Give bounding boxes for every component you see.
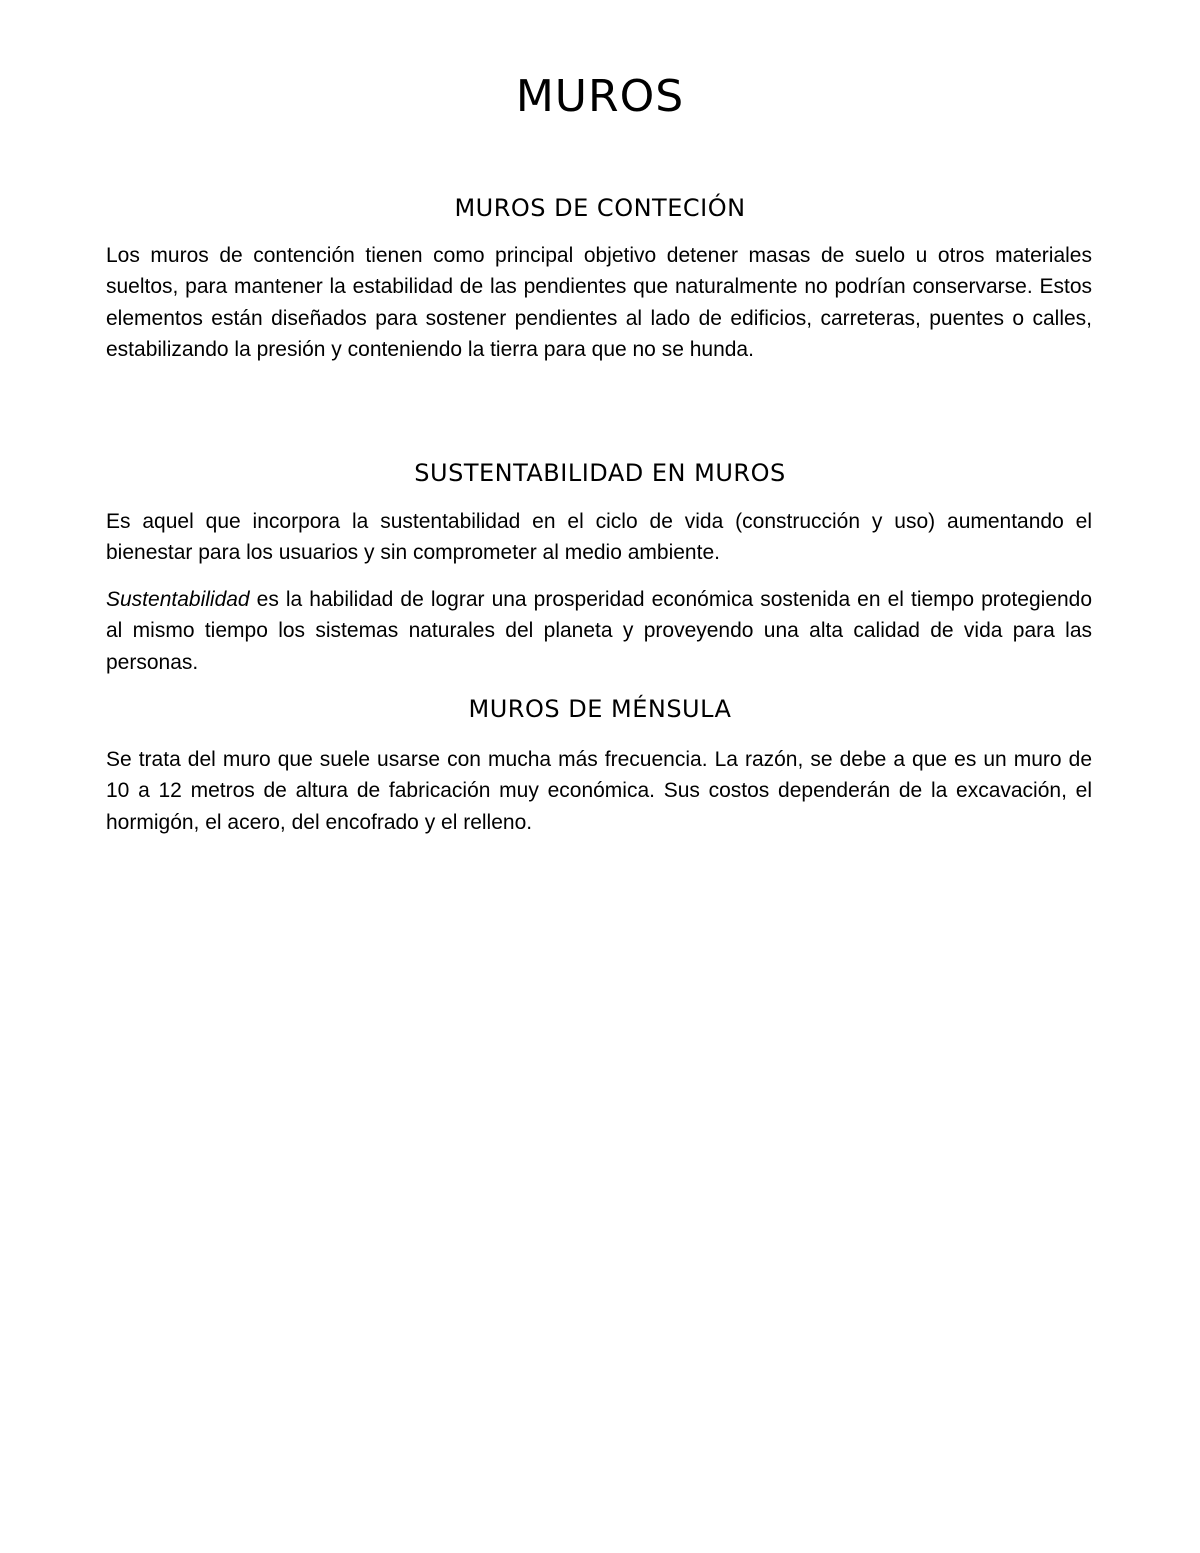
section-paragraph: Es aquel que incorpora la sustentabilidad en el ciclo de vida (construcción y uso) aumentando el bienestar para los usuarios y sin comprometer al medio ambiente. bbox=[106, 510, 1092, 565]
section-heading-muros-de-contencion: MUROS DE CONTECIÓN bbox=[454, 194, 746, 222]
section-paragraph: Los muros de contención tienen como principal objetivo detener masas de suelo u otros materiales sueltos, para mantener la estabilidad de las pendientes que naturalmente no podrían conservarse. Estos elementos están diseñados para sostener pendientes al lado de edificios, carreteras, puentes o calles, estabilizando la presión y conteniendo la tierra para que no se hunda. bbox=[106, 244, 1092, 361]
section-paragraph: Se trata del muro que suele usarse con mucha más frecuencia. La razón, se debe a que es un muro de 10 a 12 metros de altura de fabricación muy económica. Sus costos dependerán de la excavación, el hormigón, el acero, del encofrado y el relleno. bbox=[106, 748, 1092, 834]
definition-text: es la habilidad de lograr una prosperidad económica sostenida en el tiempo protegiendo al mismo tiempo los sistemas naturales del planeta y proveyendo una alta calidad de vida para las personas. bbox=[106, 588, 1092, 674]
document-title: MUROS bbox=[515, 71, 685, 122]
section-heading-sustentabilidad: SUSTENTABILIDAD EN MUROS bbox=[414, 459, 786, 487]
section-paragraph-definition bbox=[106, 584, 1092, 678]
section-heading-muros-de-mensula: MUROS DE MÉNSULA bbox=[468, 695, 732, 723]
definition-term: Sustentabilidad bbox=[106, 588, 250, 611]
